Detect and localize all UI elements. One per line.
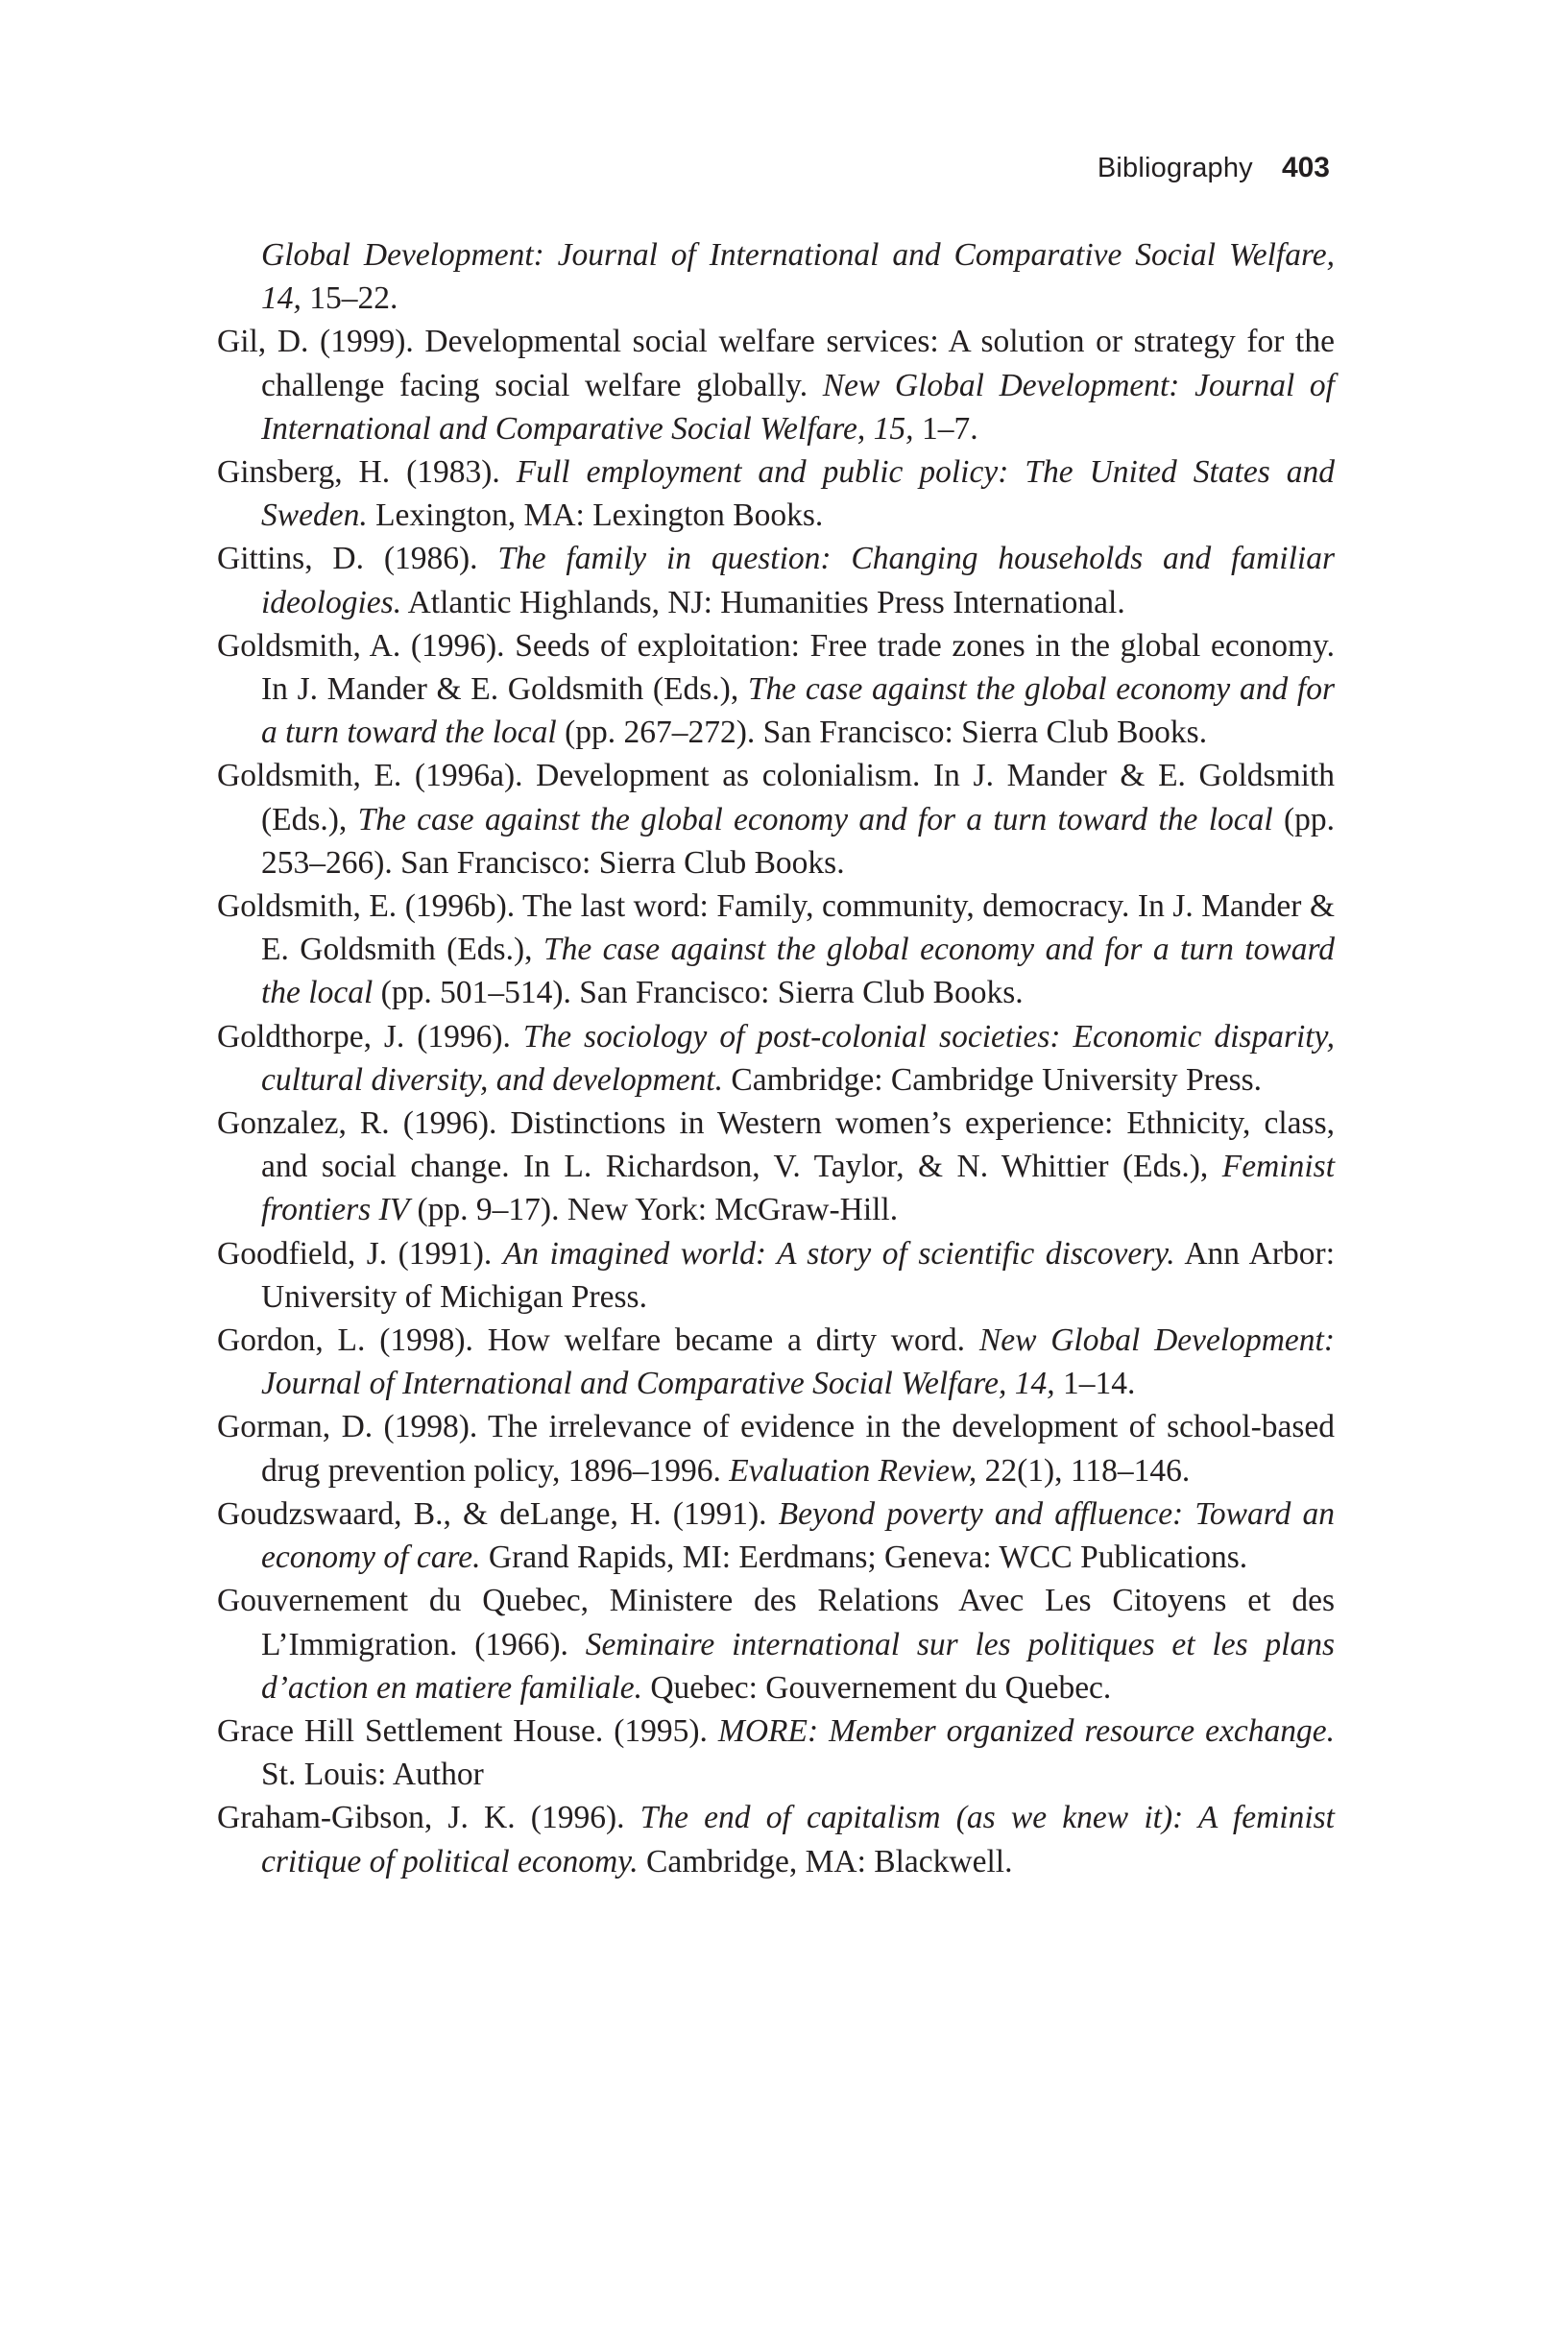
entry-text: Goodfield, J. (1991). <box>217 1235 503 1272</box>
entry-title-italic: Beyond poverty and affluence: Toward an economy of care. <box>261 1495 1335 1576</box>
bibliography-entry <box>217 1709 1335 1796</box>
entry-text: Graham-Gibson, J. K. (1996). <box>217 1800 640 1836</box>
entry-text: Gittins, D. (1986). <box>217 541 498 577</box>
entry-title-italic: The case against the global economy and for a turn toward the local <box>261 671 1335 751</box>
entry-text: Cambridge: Cambridge University Press. <box>723 1061 1263 1098</box>
entry-text: Gouvernement du Quebec, Ministere des Relations Avec Les Citoyens et des L’Immigration. (1966). <box>217 1583 1335 1662</box>
entry-text: Gil, D. (1999). Developmental social welfare services: A solution or strategy for the challenge facing social welfare globally. <box>217 324 1335 403</box>
entry-text: 22(1), 118–146. <box>977 1452 1191 1489</box>
running-head <box>1098 152 1330 184</box>
running-head-title: Bibliography <box>1097 153 1253 183</box>
entry-title-italic: The family in question: Changing households and familiar ideologies. <box>261 541 1336 620</box>
entry-text: Goldsmith, E. (1996a). Development as colonialism. In J. Mander & E. Goldsmith (Eds.), <box>217 758 1335 837</box>
entry-text: St. Louis: Author <box>261 1757 484 1793</box>
bibliography-list <box>217 233 1335 1883</box>
bibliography-entry <box>217 450 1335 537</box>
entry-text: (pp. 267–272). San Francisco: Sierra Club Books. <box>556 715 1208 751</box>
entry-title-italic: The sociology of post-colonial societies: Economic disparity, cultural diversity, and development. <box>261 1018 1335 1098</box>
entry-title-italic: The case against the global economy and for a turn toward the local <box>357 801 1273 837</box>
bibliography-entry <box>217 1492 1335 1579</box>
entry-title-italic: MORE: Member organized resource exchange. <box>717 1712 1335 1749</box>
entry-title-italic: New Global Development: Journal of International and Comparative Social Welfare, 14, <box>261 1322 1336 1402</box>
bibliography-entry <box>217 1015 1335 1102</box>
entry-text: 1–7. <box>921 410 978 447</box>
bibliography-entry <box>217 1405 1335 1491</box>
entry-text: Goldsmith, A. (1996). Seeds of exploitation: Free trade zones in the global economy. In J. Mander & E. Goldsmith (Eds.), <box>217 627 1335 708</box>
entry-text: Cambridge, MA: Blackwell. <box>638 1843 1013 1879</box>
bibliography-entry <box>217 320 1335 450</box>
bibliography-entry <box>217 885 1335 1015</box>
entry-title-italic: Evaluation Review, <box>729 1452 977 1489</box>
bibliography-entry <box>217 1796 1335 1882</box>
entry-text: Grand Rapids, MI: Eerdmans; Geneva: WCC Publications. <box>480 1540 1248 1576</box>
entry-text: Quebec: Gouvernement du Quebec. <box>641 1669 1112 1706</box>
bibliography-entry <box>217 537 1335 623</box>
entry-title-italic: The end of capitalism (as we knew it): A feminist critique of political economy. <box>261 1800 1335 1879</box>
entry-text: (pp. 9–17). New York: McGraw-Hill. <box>409 1192 899 1228</box>
entry-text: Atlantic Highlands, NJ: Humanities Press International. <box>401 584 1125 620</box>
entry-text: Gorman, D. (1998). The irrelevance of evidence in the development of school-based drug prevention policy, 1896–1996. <box>217 1409 1335 1489</box>
page-number: 403 <box>1281 152 1330 183</box>
entry-text: Grace Hill Settlement House. (1995). <box>217 1712 718 1749</box>
bibliography-entry <box>217 1319 1335 1405</box>
entry-text: (pp. 501–514). San Francisco: Sierra Club Books. <box>373 975 1024 1011</box>
entry-text: Gordon, L. (1998). How welfare became a dirty word. <box>217 1322 979 1359</box>
entry-title-italic: Full employment and public policy: The United States and Sweden. <box>261 454 1335 534</box>
entry-text: Ann Arbor: University of Michigan Press. <box>261 1235 1335 1315</box>
entry-text: Goldsmith, E. (1996b). The last word: Family, community, democracy. In J. Mander & E. Goldsmith (Eds.), <box>217 888 1335 968</box>
entry-text: (pp. 253–266). San Francisco: Sierra Club Books. <box>261 801 1336 881</box>
entry-text: Ginsberg, H. (1983). <box>217 454 517 491</box>
entry-text: 15–22. <box>309 280 398 317</box>
bibliography-entry <box>217 1579 1335 1709</box>
bibliography-entry <box>217 1102 1335 1232</box>
entry-text: Goldthorpe, J. (1996). <box>217 1018 523 1055</box>
bibliography-entry <box>217 624 1335 755</box>
bibliography-entry <box>217 1232 1335 1319</box>
entry-text: Goudzswaard, B., & deLange, H. (1991). <box>217 1495 779 1532</box>
entry-text: Gonzalez, R. (1996). Distinctions in Western women’s experience: Ethnicity, class, and social change. In L. Richardson, V. Taylor, & N. Whittier (Eds.), <box>217 1105 1335 1185</box>
entry-title-italic: The case against the global economy and for a turn toward the local <box>261 932 1335 1011</box>
entry-title-italic: New Global Development: Journal of International and Comparative Social Welfare, 15, <box>261 367 1335 447</box>
bibliography-entry-continuation <box>217 233 1335 320</box>
entry-text: 1–14. <box>1062 1366 1136 1402</box>
bibliography-entry <box>217 754 1335 885</box>
entry-title-italic: Feminist frontiers IV <box>261 1149 1335 1228</box>
entry-text: Lexington, MA: Lexington Books. <box>367 497 824 534</box>
entry-title-italic: An imagined world: A story of scientific discovery. <box>502 1235 1175 1272</box>
entry-title-italic: Global Development: Journal of International and Comparative Social Welfare, 14, <box>261 237 1335 317</box>
entry-title-italic: Seminaire international sur les politiques et les plans d’action en matiere familiale. <box>261 1626 1336 1706</box>
